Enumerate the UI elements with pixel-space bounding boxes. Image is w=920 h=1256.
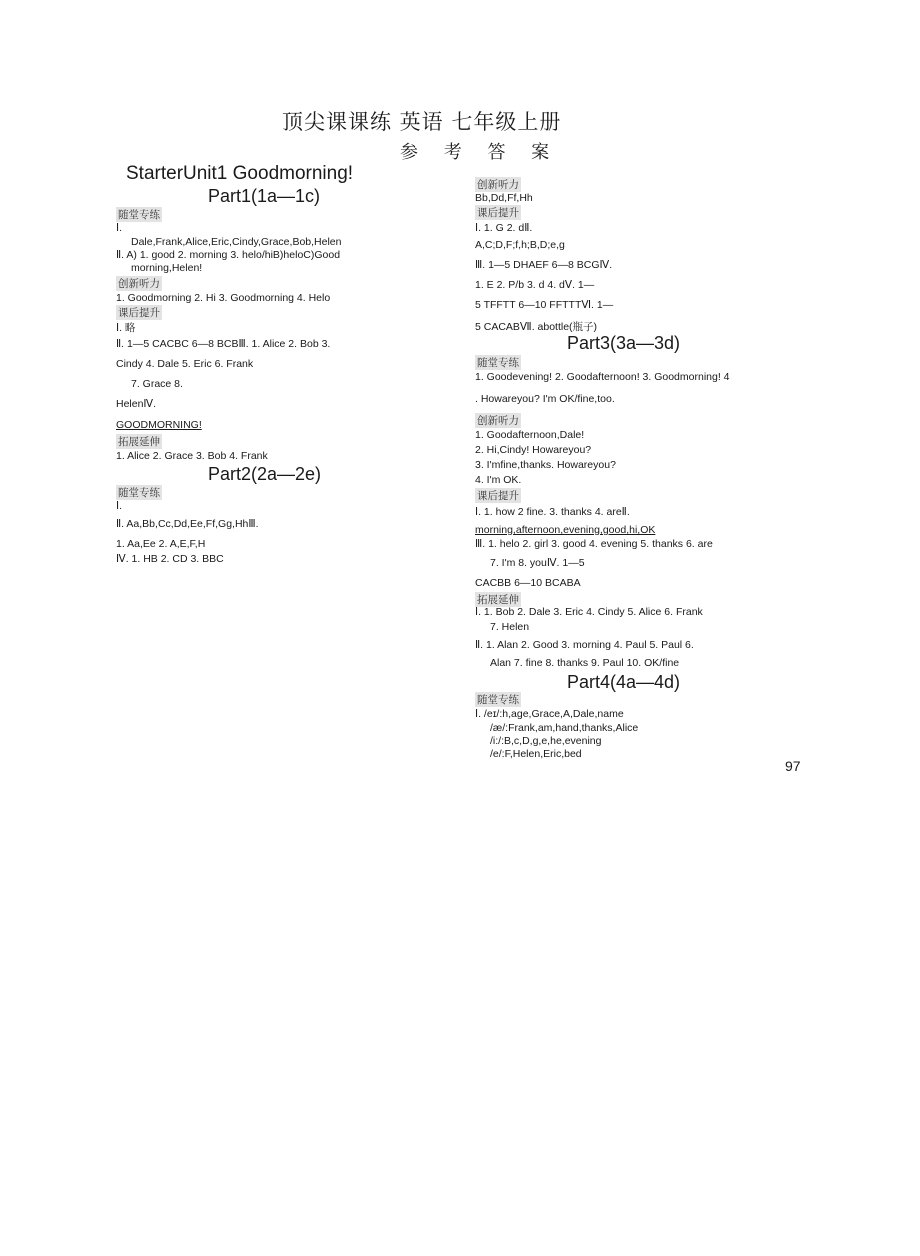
answer-line: /e/:F,Helen,Eric,bed	[490, 748, 582, 760]
answer-line: 7. Helen	[490, 621, 530, 633]
answer-line: . Howareyou? I'm OK/fine,too.	[475, 393, 615, 405]
answer-line: 4. I'm OK.	[475, 474, 522, 486]
answer-line: Ⅰ.	[116, 222, 123, 234]
answer-line: 7. Grace 8.	[131, 378, 183, 390]
answer-line: /æ/:Frank,am,hand,thanks,Alice	[490, 722, 639, 734]
answer-line: Ⅱ. 1—5 CACBC 6—8 BCBⅢ. 1. Alice 2. Bob 3.	[116, 338, 331, 350]
answer-line: 5 TFFTT 6—10 FFTTTⅥ. 1—	[475, 299, 614, 311]
answer-line: HelenⅣ.	[116, 398, 157, 410]
document-subtitle: 参 考 答 案	[400, 142, 560, 163]
answer-line: 1. Goodevening! 2. Goodafternoon! 3. Goodmorning! 4	[475, 371, 730, 383]
answer-line: Ⅱ. Aa,Bb,Cc,Dd,Ee,Ff,Gg,HhⅢ.	[116, 518, 259, 530]
answer-line: 1. Alice 2. Grace 3. Bob 4. Frank	[116, 450, 268, 462]
answer-line: 3. I'mfine,thanks. Howareyou?	[475, 459, 616, 471]
answer-line: 2. Hi,Cindy! Howareyou?	[475, 444, 592, 456]
page-number: 97	[785, 758, 801, 774]
section-tag: 创新听力	[477, 179, 519, 191]
answer-line: 7. I'm 8. youⅣ. 1—5	[490, 557, 585, 569]
section-tag: 课后提升	[477, 207, 519, 219]
section-tag: 拓展延伸	[477, 594, 519, 606]
answer-line: Ⅱ. A) 1. good 2. morning 3. helo/hiB)heloC)Good	[116, 249, 341, 261]
answer-line: 1. Aa,Ee 2. A,E,F,H	[116, 538, 206, 550]
answer-line: morning,Helen!	[131, 262, 203, 274]
part1-heading: Part1(1a—1c)	[208, 186, 321, 206]
answer-line: Ⅰ. 1. G 2. dⅡ.	[475, 222, 533, 234]
answer-line: Ⅲ. 1—5 DHAEF 6—8 BCGⅣ.	[475, 259, 613, 271]
answer-line: Dale,Frank,Alice,Eric,Cindy,Grace,Bob,Helen	[131, 236, 342, 248]
answer-line: Bb,Dd,Ff,Hh	[475, 192, 533, 204]
answer-line: Ⅰ. 略	[116, 322, 136, 334]
section-tag: 创新听力	[118, 278, 160, 290]
section-tag: 随堂专练	[118, 487, 160, 499]
section-tag: 创新听力	[477, 415, 519, 427]
answer-line: morning,afternoon,evening,good,hi,OK	[475, 524, 656, 536]
answer-line: Ⅰ.	[116, 500, 123, 512]
section-tag: 课后提升	[118, 307, 160, 319]
answer-line: A,C;D,F;f,h;B,D;e,g	[475, 239, 565, 251]
part2-heading: Part2(2a—2e)	[208, 464, 322, 484]
part3-heading: Part3(3a—3d)	[567, 333, 681, 353]
answer-line: Ⅰ. 1. how 2 fine. 3. thanks 4. areⅡ.	[475, 506, 630, 518]
section-tag: 随堂专练	[477, 694, 519, 706]
section-tag: 随堂专练	[118, 209, 160, 221]
answer-line: Alan 7. fine 8. thanks 9. Paul 10. OK/fine	[490, 657, 680, 669]
document-title: 顶尖课课练 英语 七年级上册	[282, 110, 562, 134]
answer-line: Ⅰ. /eɪ/:h,age,Grace,A,Dale,name	[475, 708, 624, 720]
answer-line: /i:/:B,c,D,g,e,he,evening	[490, 735, 602, 747]
answer-line: GOODMORNING!	[116, 419, 202, 431]
answer-line: Ⅱ. 1. Alan 2. Good 3. morning 4. Paul 5. Paul 6.	[475, 639, 694, 651]
answer-line: 1. Goodmorning 2. Hi 3. Goodmorning 4. Helo	[116, 292, 331, 304]
answer-line: Ⅲ. 1. helo 2. girl 3. good 4. evening 5. thanks 6. are	[475, 538, 713, 550]
section-tag: 拓展延伸	[118, 436, 160, 448]
section-tag: 课后提升	[477, 490, 519, 502]
part4-heading: Part4(4a—4d)	[567, 672, 681, 692]
answer-line: 5 CACABⅦ. abottle(瓶子)	[475, 321, 598, 333]
answer-line: CACBB 6—10 BCABA	[475, 577, 581, 589]
answer-line: Ⅳ. 1. HB 2. CD 3. BBC	[116, 553, 224, 565]
answer-line: Ⅰ. 1. Bob 2. Dale 3. Eric 4. Cindy 5. Alice 6. Frank	[475, 606, 703, 618]
section-tag: 随堂专练	[477, 357, 519, 369]
unit-title: StarterUnit1 Goodmorning!	[126, 163, 354, 184]
answer-line: Cindy 4. Dale 5. Eric 6. Frank	[116, 358, 254, 370]
answer-line: 1. E 2. P/b 3. d 4. dⅤ. 1—	[475, 279, 595, 291]
answer-line: 1. Goodafternoon,Dale!	[475, 429, 585, 441]
